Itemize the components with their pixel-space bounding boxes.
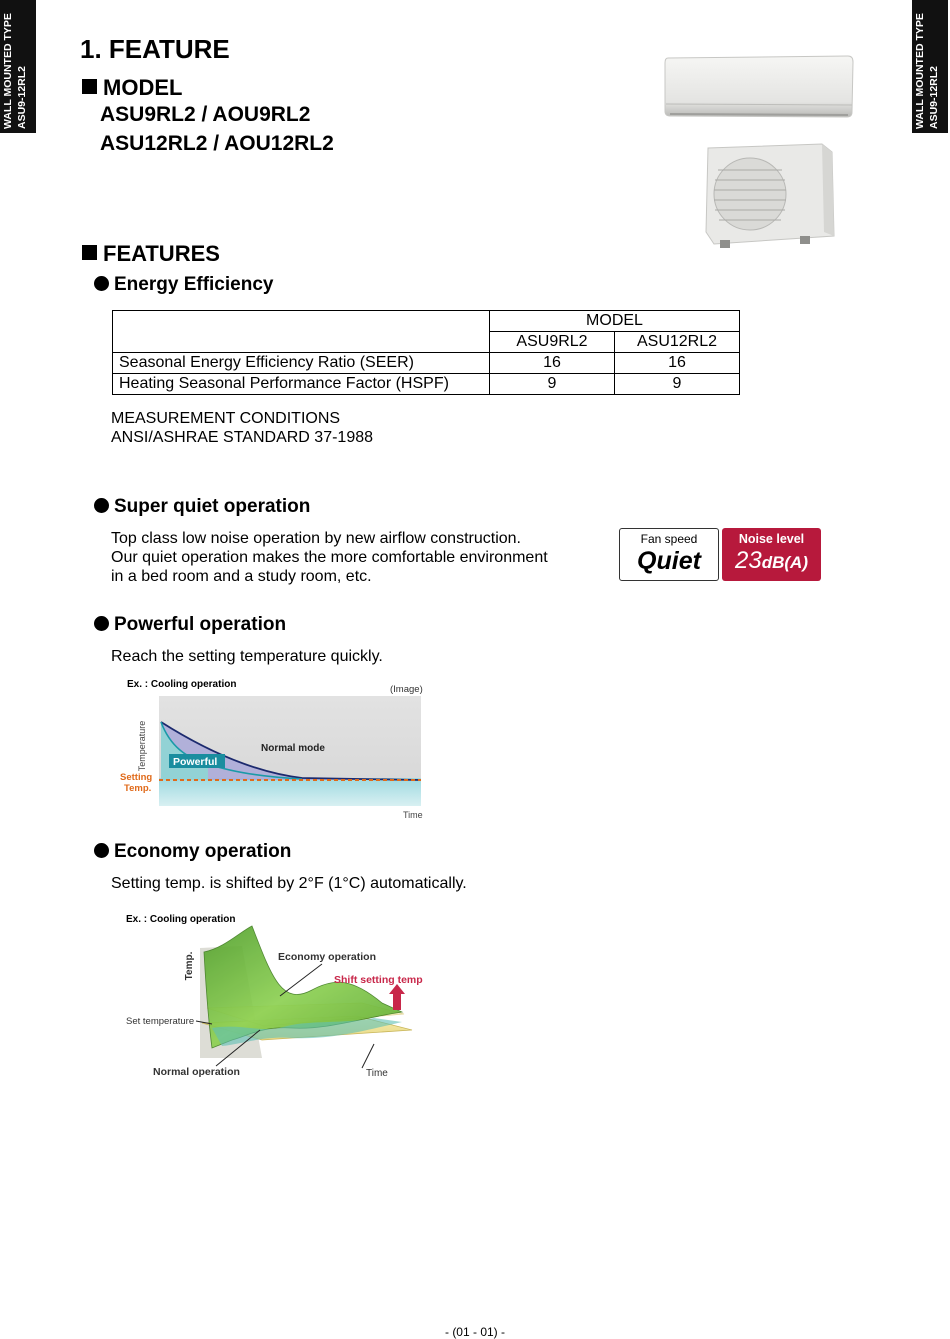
economy-description: Setting temp. is shifted by 2°F (1°C) automatically. (111, 875, 467, 892)
noise-number: 23 (735, 547, 762, 574)
model-line-1: ASU9RL2 / AOU9RL2 (100, 103, 311, 126)
model-heading-text: MODEL (103, 75, 183, 100)
fan-speed-value: Quiet (637, 547, 701, 575)
economy-heading (94, 841, 291, 863)
example-label: Ex. : Cooling operation (127, 679, 237, 690)
note-line: MEASUREMENT CONDITIONS (111, 410, 341, 427)
x-axis-label: Time (403, 810, 423, 820)
table-row (113, 311, 740, 332)
side-tab-right (912, 0, 948, 133)
model-heading (82, 75, 182, 101)
powerful-heading-text: Powerful operation (114, 614, 287, 635)
note-line: ANSI/ASHRAE STANDARD 37-1988 (111, 429, 374, 446)
energy-heading (94, 274, 273, 296)
y-axis-label: Temp. (184, 951, 195, 981)
text-line: Our quiet operation makes the more comfortable environment (111, 549, 548, 566)
powerful-label: Powerful (173, 756, 218, 768)
column-header: ASU9RL2 (490, 332, 615, 353)
features-heading (82, 241, 220, 267)
y-axis-label: Temperature (137, 720, 147, 772)
setting-label: Setting (120, 772, 153, 783)
circle-bullet-icon (94, 276, 109, 291)
image-note: (Image) (390, 684, 423, 695)
square-bullet-icon (82, 245, 97, 260)
circle-bullet-icon (94, 843, 109, 858)
economy-label: Economy operation (278, 951, 377, 963)
side-tab-models: ASU9-12RL2 (16, 65, 28, 129)
shift-label: Shift setting temp (334, 974, 423, 986)
circle-bullet-icon (94, 498, 109, 513)
quiet-description (111, 529, 548, 586)
fan-speed-badge (619, 528, 719, 581)
circle-bullet-icon (94, 616, 109, 631)
example-label: Ex. : Cooling operation (126, 914, 236, 925)
row-label: Seasonal Energy Efficiency Ratio (SEER) (113, 353, 490, 374)
noise-unit: dB(A) (761, 553, 808, 572)
time-leader (362, 1044, 374, 1068)
side-tab-left (0, 0, 36, 133)
table-cell: 9 (490, 374, 615, 395)
features-heading-text: FEATURES (103, 241, 220, 266)
setting-label: Temp. (124, 783, 152, 794)
economy-heading-text: Economy operation (114, 841, 292, 862)
square-bullet-icon (82, 79, 97, 94)
table-cell: 9 (615, 374, 740, 395)
indoor-unit-image (662, 54, 856, 118)
table-cell: 16 (615, 353, 740, 374)
normal-mode-label: Normal mode (261, 743, 325, 754)
measurement-notes (111, 409, 373, 447)
table-row (113, 374, 740, 395)
energy-table (112, 310, 740, 395)
economy-diagram (112, 908, 442, 1083)
text-line: in a bed room and a study room, etc. (111, 568, 372, 585)
side-tab-type: WALL MOUNTED TYPE (2, 13, 14, 129)
setting-zone (159, 778, 421, 806)
table-cell: 16 (490, 353, 615, 374)
quiet-heading (94, 496, 310, 518)
quiet-heading-text: Super quiet operation (114, 496, 311, 517)
outdoor-unit-image (700, 140, 844, 250)
table-row (113, 353, 740, 374)
page-number: - (01 - 01) - (444, 1325, 505, 1339)
powerful-description: Reach the setting temperature quickly. (111, 648, 383, 665)
model-line-2: ASU12RL2 / AOU12RL2 (100, 132, 334, 155)
normal-label: Normal operation (153, 1066, 240, 1078)
page-title: 1. FEATURE (80, 34, 230, 64)
set-temp-label: Set temperature (126, 1016, 195, 1027)
noise-level-label: Noise level (738, 532, 805, 546)
text-line: Top class low noise operation by new airflow construction. (111, 530, 521, 547)
table-group-header: MODEL (490, 311, 740, 332)
row-label: Heating Seasonal Performance Factor (HSPF) (113, 374, 490, 395)
noise-level-badge (722, 528, 821, 581)
powerful-heading (94, 614, 286, 636)
noise-level-value (722, 547, 821, 575)
side-tab-type: WALL MOUNTED TYPE (914, 13, 926, 129)
shift-arrow-icon (389, 984, 405, 1010)
table-corner (113, 311, 490, 353)
x-axis-label: Time (366, 1068, 388, 1079)
energy-heading-text: Energy Efficiency (114, 274, 274, 295)
column-header: ASU12RL2 (615, 332, 740, 353)
side-tab-models: ASU9-12RL2 (928, 65, 940, 129)
fan-speed-label: Fan speed (640, 532, 698, 546)
powerful-diagram (112, 674, 442, 824)
